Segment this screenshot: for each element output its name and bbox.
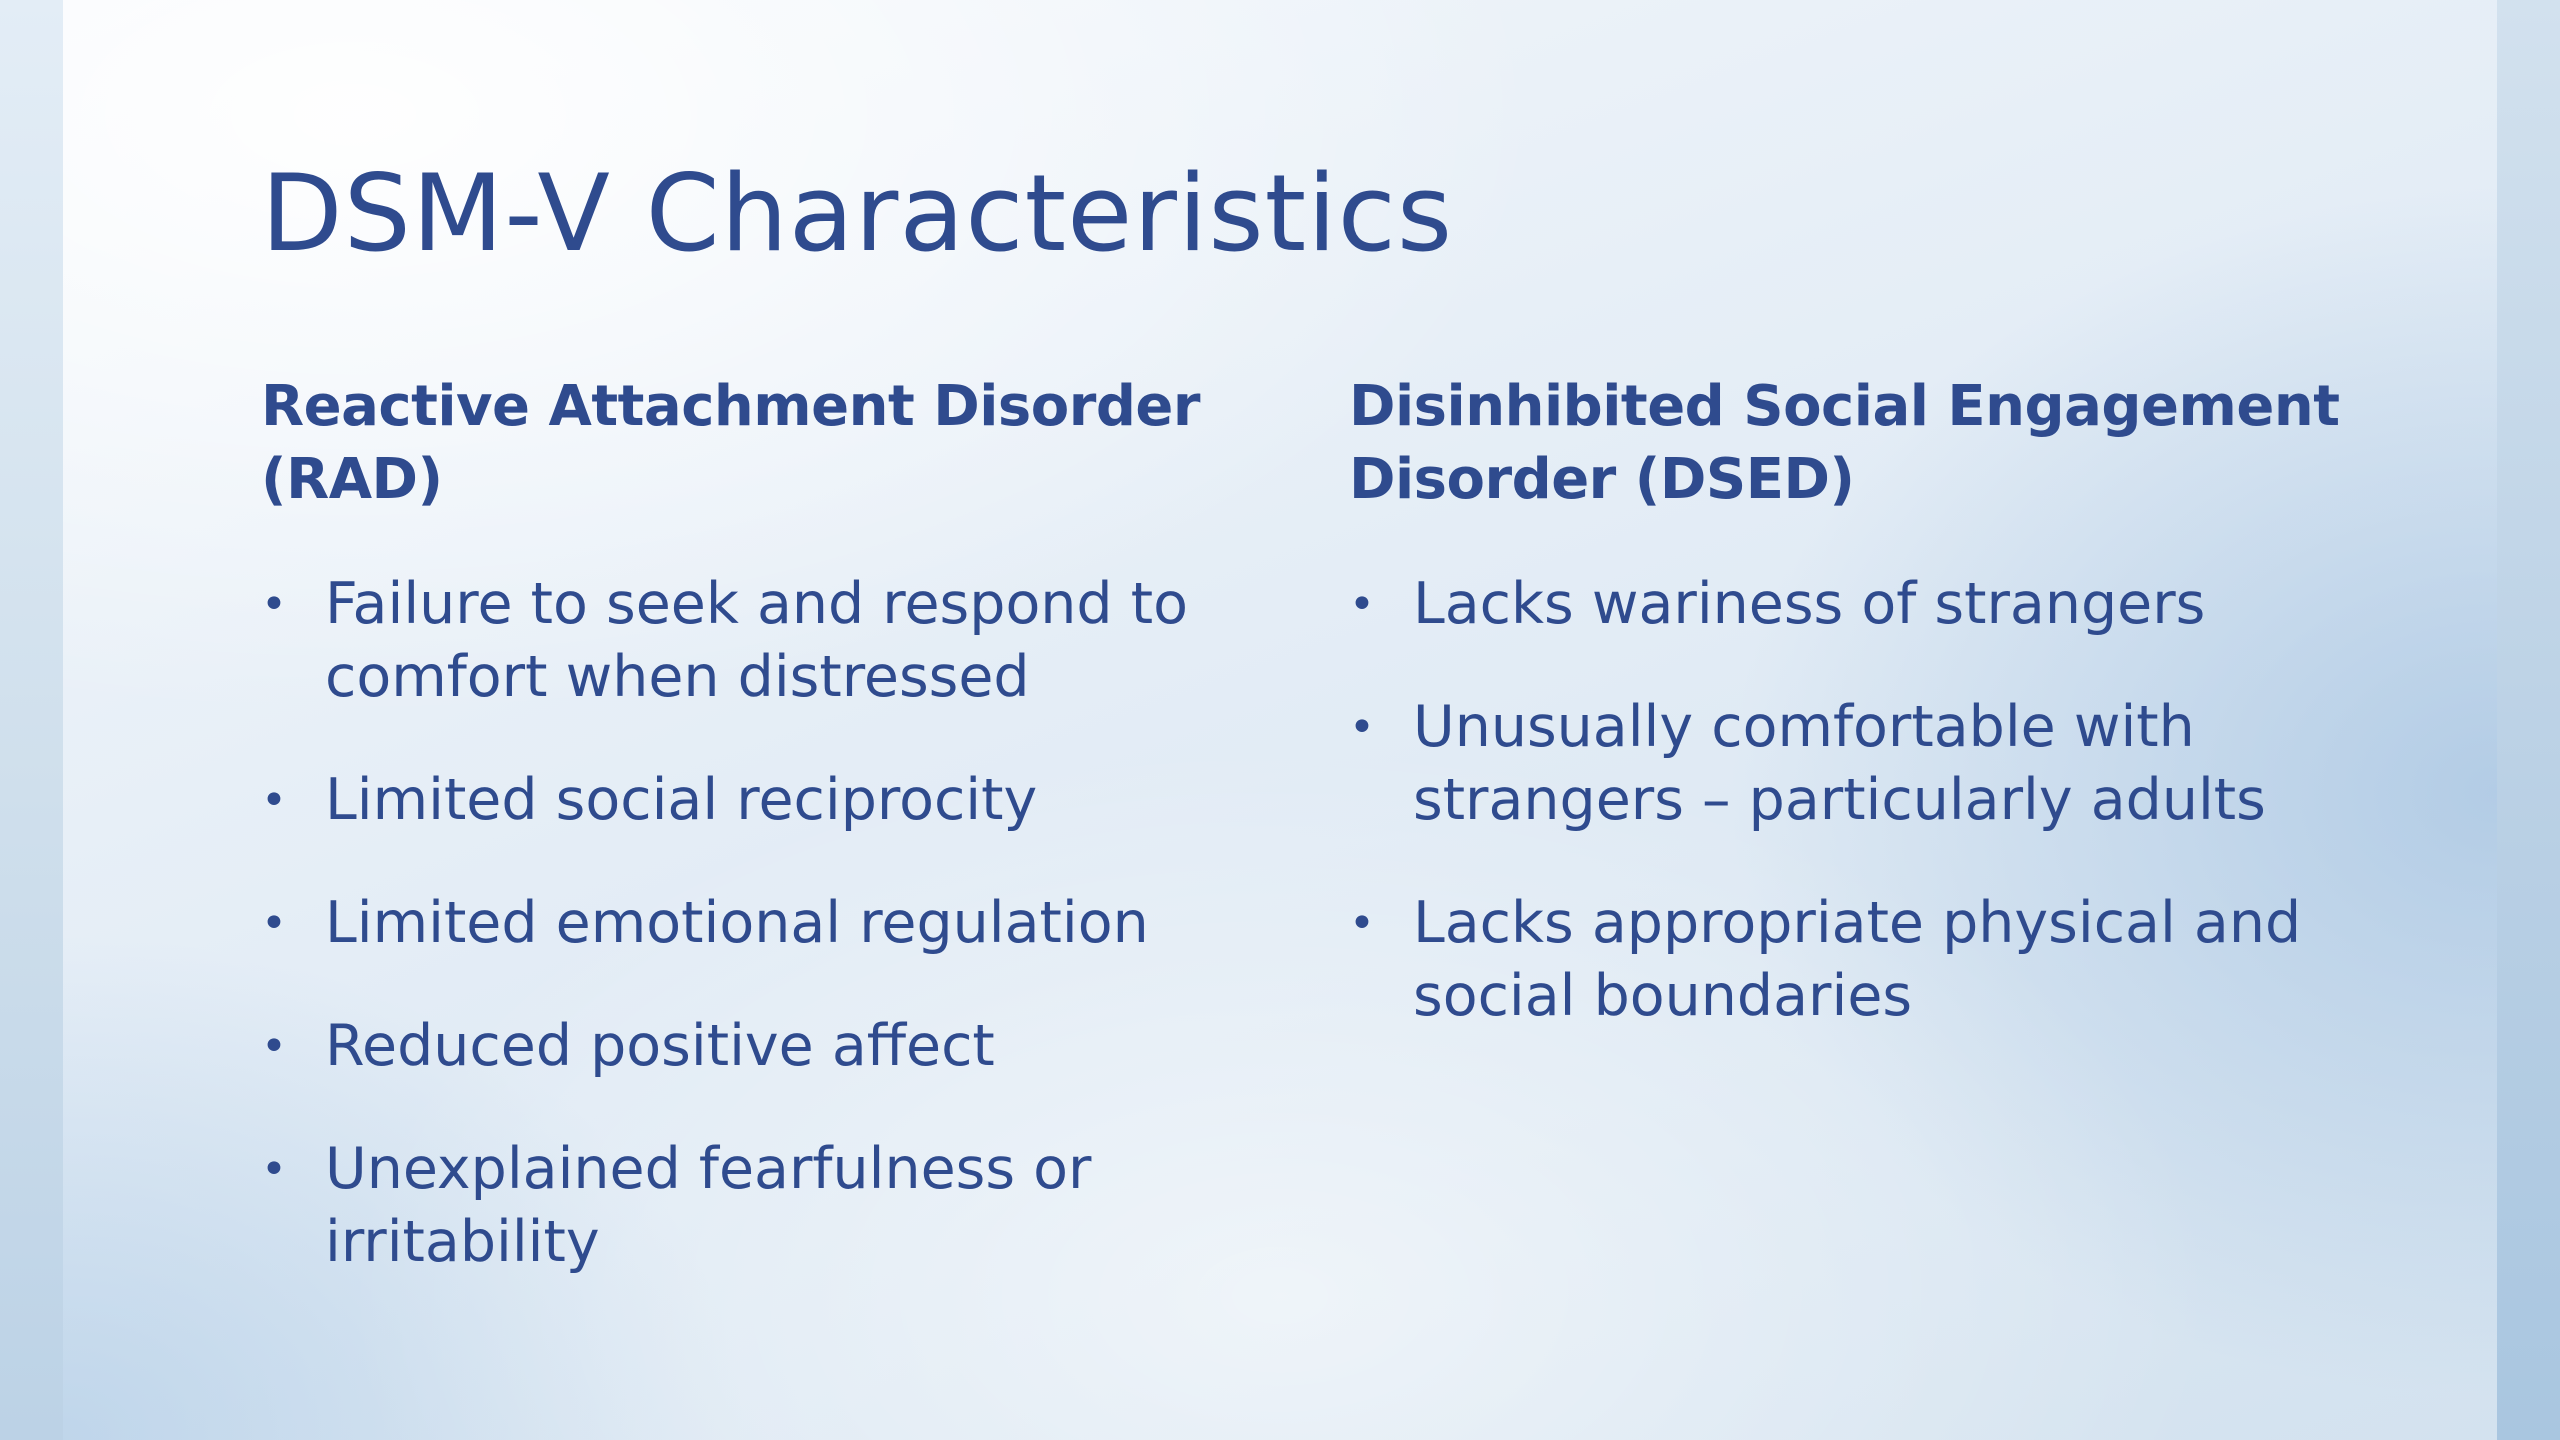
dsed-list <box>1349 568 2369 1033</box>
list-item <box>261 764 1261 837</box>
list-item <box>261 1133 1261 1279</box>
bullet-icon: • <box>261 775 287 826</box>
bullet-icon: • <box>1349 579 1375 630</box>
bullet-icon: • <box>261 579 287 630</box>
list-item-text: Lacks wariness of strangers <box>1413 571 2206 637</box>
list-item-text: Unusually comfortable with strangers – particularly adults <box>1413 694 2266 833</box>
list-item-text: Reduced positive affect <box>325 1013 995 1079</box>
rad-heading: Reactive Attachment Disorder (RAD) <box>261 374 1201 512</box>
list-item-text: Limited emotional regulation <box>325 890 1149 956</box>
list-item <box>261 568 1261 714</box>
dsed-heading: Disinhibited Social Engagement Disorder (DSED) <box>1349 374 2340 512</box>
rad-column <box>261 370 1261 1329</box>
list-item <box>1349 691 2369 837</box>
dsed-column <box>1349 370 2369 1083</box>
bullet-icon: • <box>261 1021 287 1072</box>
list-item <box>261 1010 1261 1083</box>
bullet-icon: • <box>1349 898 1375 949</box>
list-item-text: Failure to seek and respond to comfort when distressed <box>325 571 1188 710</box>
bullet-icon: • <box>261 898 287 949</box>
list-item <box>1349 887 2369 1033</box>
slide <box>63 0 2497 1440</box>
left-letterbox <box>0 0 63 1440</box>
list-item <box>1349 568 2369 641</box>
list-item-text: Limited social reciprocity <box>325 767 1038 833</box>
right-letterbox <box>2497 0 2560 1440</box>
bullet-icon: • <box>1349 702 1375 753</box>
list-item-text: Lacks appropriate physical and social boundaries <box>1413 890 2302 1029</box>
slide-title: DSM-V Characteristics <box>261 152 1454 275</box>
list-item-text: Unexplained fearfulness or irritability <box>325 1136 1092 1275</box>
bullet-icon: • <box>261 1144 287 1195</box>
rad-list <box>261 568 1261 1279</box>
list-item <box>261 887 1261 960</box>
